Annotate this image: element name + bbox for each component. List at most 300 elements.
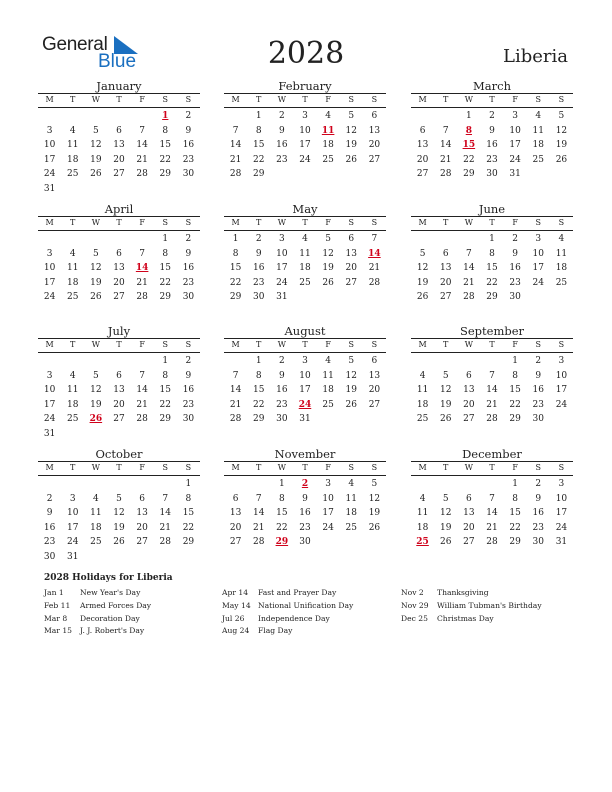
day-cell: 9 xyxy=(46,508,53,518)
weekday-header xyxy=(224,216,386,231)
weekday-label: T xyxy=(256,95,262,104)
holiday-date: May 14 xyxy=(222,600,251,610)
day-cell: 12 xyxy=(439,385,452,395)
holiday-date: Nov 29 xyxy=(401,600,429,610)
day-cell: 17 xyxy=(555,508,568,518)
day-cell: 29 xyxy=(252,414,265,424)
day-cell: 28 xyxy=(486,537,498,547)
day-cell: 19 xyxy=(113,522,125,533)
day-cell: 3 xyxy=(46,248,53,259)
day-cell: 16 xyxy=(532,508,544,518)
holiday-date: Apr 14 xyxy=(222,588,249,597)
day-cell: 10 xyxy=(555,370,568,381)
day-cell: 30 xyxy=(182,292,195,302)
day-cell: 18 xyxy=(299,263,311,273)
month-name: June xyxy=(478,202,506,216)
empty-cell xyxy=(411,477,434,492)
holiday-row xyxy=(401,587,542,600)
holiday-column xyxy=(222,587,353,638)
weekday-header xyxy=(38,93,200,108)
day-cell: 13 xyxy=(136,508,148,518)
day-cell: 30 xyxy=(486,169,498,179)
day-cell: 27 xyxy=(463,414,475,424)
day-cell: 12 xyxy=(555,125,568,136)
weekday-label: S xyxy=(348,340,355,349)
day-cell: 19 xyxy=(90,399,102,410)
weekday-header xyxy=(38,461,200,476)
weekday-label: T xyxy=(302,340,308,349)
day-cell: 22 xyxy=(159,154,171,165)
month-november xyxy=(224,447,386,550)
day-cell: 4 xyxy=(69,248,76,259)
day-cell: 9 xyxy=(255,248,262,259)
day-cell: 22 xyxy=(509,522,521,533)
day-cell: 31 xyxy=(509,169,521,179)
holiday-date: Feb 11 xyxy=(44,600,71,610)
day-cell: 24 xyxy=(509,154,521,165)
day-cell: 18 xyxy=(416,522,429,533)
weekday-label: W xyxy=(277,463,286,472)
day-cell: 14 xyxy=(252,508,265,518)
day-cell: 25 xyxy=(66,169,79,179)
empty-cell xyxy=(131,109,154,124)
day-cell: 31 xyxy=(299,414,311,424)
day-cell: 24 xyxy=(299,154,311,165)
weekday-label: S xyxy=(558,340,565,349)
day-cell: 12 xyxy=(90,140,102,150)
day-cell: 12 xyxy=(90,263,102,273)
day-cell: 9 xyxy=(185,248,192,259)
day-cell: 16 xyxy=(509,263,521,273)
day-cell: 23 xyxy=(276,154,288,165)
day-cell: 27 xyxy=(439,292,452,302)
day-cell: 25 xyxy=(322,399,334,410)
day-cell: 16 xyxy=(182,263,195,273)
day-grid xyxy=(224,477,386,550)
day-cell: 15 xyxy=(159,140,171,150)
day-cell: 26 xyxy=(345,399,357,410)
weekday-label: T xyxy=(116,463,122,472)
day-cell: 11 xyxy=(416,385,429,395)
day-cell: 5 xyxy=(92,248,99,259)
day-cell: 21 xyxy=(136,154,148,165)
empty-cell xyxy=(84,477,107,492)
weekday-header xyxy=(411,93,573,108)
weekday-label: T xyxy=(443,95,449,104)
empty-cell xyxy=(107,232,130,247)
holiday-date: Mar 15 xyxy=(44,626,73,636)
day-cell: 18 xyxy=(322,140,334,150)
day-cell: 3 xyxy=(278,234,285,244)
day-cell: 14 xyxy=(486,508,498,518)
day-cell: 5 xyxy=(325,234,331,244)
day-cell: 16 xyxy=(276,140,288,150)
day-cell: 22 xyxy=(252,399,265,410)
weekday-label: T xyxy=(116,95,122,104)
day-cell: 8 xyxy=(512,370,518,381)
month-name: April xyxy=(104,202,134,216)
day-cell: 21 xyxy=(136,277,148,288)
day-cell: 13 xyxy=(368,370,381,381)
day-cell: 4 xyxy=(69,370,76,381)
day-cell: 26 xyxy=(439,414,452,424)
empty-cell xyxy=(131,477,154,492)
day-cell: 21 xyxy=(136,399,148,410)
holiday-name: Independence Day xyxy=(258,613,330,623)
day-cell: 19 xyxy=(416,277,429,288)
holiday-date: Mar 8 xyxy=(44,613,68,623)
holiday-day-cell: 11 xyxy=(321,125,335,136)
day-cell: 20 xyxy=(113,277,125,288)
weekday-header xyxy=(224,338,386,353)
day-cell: 18 xyxy=(555,263,568,273)
day-cell: 26 xyxy=(416,292,429,302)
day-cell: 26 xyxy=(90,292,102,302)
empty-cell xyxy=(107,477,130,492)
weekday-label: T xyxy=(489,95,495,104)
holiday-row xyxy=(44,613,151,626)
month-name: February xyxy=(278,79,332,93)
day-cell: 29 xyxy=(486,292,498,302)
day-cell: 4 xyxy=(325,356,331,366)
holiday-date: Dec 25 xyxy=(401,613,428,623)
weekday-label: T xyxy=(116,340,122,349)
day-cell: 13 xyxy=(113,385,125,395)
day-cell: 22 xyxy=(159,399,171,410)
empty-cell xyxy=(434,477,457,492)
weekday-label: S xyxy=(371,218,378,227)
weekday-label: T xyxy=(489,218,495,227)
day-cell: 18 xyxy=(90,522,102,533)
weekday-label: M xyxy=(45,340,54,349)
day-cell: 15 xyxy=(252,385,265,395)
day-cell: 16 xyxy=(299,508,311,518)
day-cell: 22 xyxy=(486,277,498,288)
day-cell: 27 xyxy=(229,537,242,547)
day-cell: 15 xyxy=(229,263,242,273)
day-cell: 7 xyxy=(371,234,378,244)
day-cell: 6 xyxy=(419,125,426,136)
day-cell: 21 xyxy=(463,277,475,288)
empty-cell xyxy=(411,232,434,247)
day-cell: 2 xyxy=(46,493,53,504)
day-cell: 8 xyxy=(255,125,262,136)
month-september xyxy=(411,324,573,427)
day-cell: 2 xyxy=(535,356,542,366)
day-cell: 2 xyxy=(512,234,518,244)
weekday-label: W xyxy=(277,340,286,349)
day-cell: 3 xyxy=(325,479,331,489)
empty-cell xyxy=(247,477,270,492)
weekday-label: T xyxy=(70,340,76,349)
day-cell: 26 xyxy=(113,537,125,547)
day-cell: 16 xyxy=(486,140,498,150)
day-cell: 25 xyxy=(66,414,79,424)
day-cell: 21 xyxy=(368,263,381,273)
day-cell: 10 xyxy=(43,385,56,395)
day-cell: 13 xyxy=(463,508,475,518)
day-cell: 12 xyxy=(416,263,429,273)
day-cell: 29 xyxy=(229,292,242,302)
day-cell: 10 xyxy=(532,248,544,259)
day-cell: 26 xyxy=(322,277,334,288)
day-cell: 28 xyxy=(136,414,148,424)
empty-cell xyxy=(434,232,457,247)
empty-cell xyxy=(480,477,503,492)
day-cell: 17 xyxy=(322,508,334,518)
weekday-label: M xyxy=(45,218,54,227)
day-cell: 13 xyxy=(463,385,475,395)
empty-cell xyxy=(434,109,457,124)
weekday-label: W xyxy=(277,95,286,104)
day-cell: 24 xyxy=(322,522,334,533)
day-cell: 28 xyxy=(368,277,381,288)
day-cell: 27 xyxy=(463,537,475,547)
day-cell: 10 xyxy=(509,125,521,136)
empty-cell xyxy=(61,109,84,124)
month-march xyxy=(411,79,573,182)
weekday-label: M xyxy=(231,218,240,227)
day-cell: 24 xyxy=(43,292,56,302)
weekday-label: S xyxy=(371,463,378,472)
day-cell: 13 xyxy=(439,263,452,273)
day-cell: 28 xyxy=(229,414,242,424)
day-cell: 29 xyxy=(159,169,171,179)
day-cell: 25 xyxy=(90,537,102,547)
day-cell: 17 xyxy=(532,263,544,273)
day-cell: 30 xyxy=(532,537,544,547)
month-october xyxy=(38,447,200,564)
day-cell: 20 xyxy=(136,522,148,533)
day-cell: 17 xyxy=(66,522,79,533)
day-cell: 6 xyxy=(139,493,145,504)
holidays-title: 2028 Holidays for Liberia xyxy=(44,573,173,583)
day-cell: 7 xyxy=(162,493,169,504)
day-cell: 7 xyxy=(139,248,145,259)
day-grid xyxy=(411,354,573,427)
holiday-day-cell: 2 xyxy=(301,479,309,489)
day-cell: 5 xyxy=(558,111,565,121)
day-cell: 6 xyxy=(465,493,472,504)
day-cell: 6 xyxy=(371,356,378,366)
empty-cell xyxy=(38,109,61,124)
day-cell: 18 xyxy=(416,399,429,410)
day-cell: 29 xyxy=(509,537,521,547)
day-cell: 14 xyxy=(229,385,242,395)
day-cell: 3 xyxy=(302,356,308,366)
day-cell: 10 xyxy=(299,370,311,381)
day-cell: 19 xyxy=(439,399,452,410)
day-cell: 28 xyxy=(229,169,242,179)
logo-text-general: General xyxy=(42,34,108,55)
holiday-name: Christmas Day xyxy=(437,613,494,623)
day-cell: 9 xyxy=(302,493,308,504)
day-cell: 7 xyxy=(442,125,449,136)
day-cell: 2 xyxy=(185,356,192,366)
empty-cell xyxy=(61,477,84,492)
day-cell: 30 xyxy=(43,551,56,562)
empty-cell xyxy=(434,354,457,369)
day-cell: 23 xyxy=(299,522,311,533)
weekday-label: W xyxy=(91,218,100,227)
holiday-day-cell: 29 xyxy=(275,537,289,547)
weekday-label: W xyxy=(464,95,473,104)
day-cell: 30 xyxy=(182,169,195,179)
day-cell: 28 xyxy=(252,537,265,547)
day-cell: 19 xyxy=(322,263,334,273)
weekday-label: F xyxy=(512,340,518,349)
day-cell: 23 xyxy=(252,277,265,288)
day-cell: 6 xyxy=(232,493,239,504)
weekday-label: M xyxy=(45,463,54,472)
day-cell: 12 xyxy=(90,385,102,395)
weekday-header xyxy=(38,216,200,231)
day-cell: 26 xyxy=(90,169,102,179)
day-cell: 16 xyxy=(276,385,288,395)
holiday-column xyxy=(44,587,151,638)
weekday-label: F xyxy=(512,218,518,227)
day-cell: 17 xyxy=(299,140,311,150)
weekday-label: S xyxy=(371,340,378,349)
weekday-header xyxy=(411,338,573,353)
day-cell: 17 xyxy=(509,140,521,150)
empty-cell xyxy=(38,477,61,492)
day-cell: 5 xyxy=(92,125,99,136)
day-cell: 31 xyxy=(276,292,288,302)
day-cell: 13 xyxy=(416,140,429,150)
holiday-day-cell: 1 xyxy=(162,111,169,121)
day-cell: 23 xyxy=(182,399,195,410)
weekday-label: S xyxy=(185,463,192,472)
holiday-row xyxy=(222,600,353,613)
day-cell: 20 xyxy=(368,385,381,395)
weekday-label: F xyxy=(325,218,331,227)
empty-cell xyxy=(84,354,107,369)
day-cell: 11 xyxy=(555,248,568,259)
holiday-day-cell: 8 xyxy=(465,125,472,136)
weekday-label: S xyxy=(162,95,169,104)
day-cell: 20 xyxy=(463,522,475,533)
day-cell: 7 xyxy=(465,248,472,259)
day-cell: 24 xyxy=(66,537,79,547)
weekday-label: T xyxy=(443,463,449,472)
weekday-label: S xyxy=(558,95,565,104)
day-cell: 27 xyxy=(345,277,357,288)
day-cell: 13 xyxy=(113,140,125,150)
holiday-name: National Unification Day xyxy=(258,600,354,610)
day-cell: 7 xyxy=(232,370,239,381)
day-cell: 7 xyxy=(232,125,239,136)
day-cell: 29 xyxy=(182,537,195,547)
day-cell: 12 xyxy=(322,248,334,259)
day-cell: 16 xyxy=(252,263,265,273)
holiday-name: Fast and Prayer Day xyxy=(258,588,337,597)
month-name: September xyxy=(459,324,525,338)
day-cell: 24 xyxy=(276,277,288,288)
day-cell: 15 xyxy=(159,263,171,273)
holiday-row xyxy=(44,625,151,638)
day-cell: 14 xyxy=(229,140,242,150)
day-cell: 5 xyxy=(348,111,355,121)
empty-cell xyxy=(84,109,107,124)
holiday-name: J. J. Robert's Day xyxy=(80,626,145,636)
day-cell: 24 xyxy=(43,169,56,179)
day-cell: 29 xyxy=(463,169,475,179)
day-cell: 28 xyxy=(486,414,498,424)
day-cell: 26 xyxy=(555,154,568,165)
day-cell: 5 xyxy=(371,479,378,489)
weekday-label: S xyxy=(185,95,192,104)
weekday-label: M xyxy=(231,463,240,472)
day-cell: 15 xyxy=(159,385,171,395)
weekday-label: T xyxy=(443,218,449,227)
weekday-label: T xyxy=(256,218,262,227)
day-cell: 2 xyxy=(185,234,192,244)
day-cell: 5 xyxy=(442,493,449,504)
day-cell: 21 xyxy=(229,399,242,410)
weekday-label: S xyxy=(348,95,355,104)
day-cell: 27 xyxy=(113,292,125,302)
day-cell: 25 xyxy=(416,414,429,424)
day-cell: 4 xyxy=(69,125,76,136)
month-name: November xyxy=(274,447,336,461)
day-cell: 3 xyxy=(558,479,565,489)
day-cell: 9 xyxy=(278,370,285,381)
day-cell: 23 xyxy=(532,399,544,410)
day-cell: 3 xyxy=(46,370,53,381)
day-cell: 2 xyxy=(255,234,262,244)
day-cell: 16 xyxy=(182,140,195,150)
day-cell: 30 xyxy=(182,414,195,424)
day-grid xyxy=(224,354,386,427)
day-cell: 12 xyxy=(113,508,125,518)
holiday-name: Decoration Day xyxy=(80,613,140,623)
day-cell: 19 xyxy=(90,277,102,288)
day-cell: 14 xyxy=(136,385,148,395)
day-cell: 5 xyxy=(116,493,122,504)
weekday-label: T xyxy=(256,463,262,472)
day-cell: 22 xyxy=(463,154,475,165)
holiday-name: New Year's Day xyxy=(80,588,141,597)
weekday-label: M xyxy=(231,340,240,349)
day-cell: 16 xyxy=(182,385,195,395)
day-cell: 8 xyxy=(162,125,169,136)
day-cell: 7 xyxy=(139,370,145,381)
day-cell: 22 xyxy=(159,277,171,288)
weekday-label: S xyxy=(535,340,542,349)
day-cell: 6 xyxy=(116,248,122,259)
day-cell: 23 xyxy=(182,277,195,288)
weekday-label: T xyxy=(70,95,76,104)
day-cell: 29 xyxy=(509,414,521,424)
weekday-label: M xyxy=(45,95,54,104)
day-cell: 4 xyxy=(558,234,565,244)
day-cell: 3 xyxy=(302,111,308,121)
empty-cell xyxy=(480,354,503,369)
weekday-label: T xyxy=(256,340,262,349)
day-cell: 21 xyxy=(486,522,498,533)
day-cell: 1 xyxy=(512,479,518,489)
day-cell: 16 xyxy=(532,385,544,395)
empty-cell xyxy=(107,354,130,369)
day-cell: 30 xyxy=(252,292,265,302)
weekday-label: W xyxy=(91,95,100,104)
month-name: December xyxy=(462,447,522,461)
day-cell: 26 xyxy=(439,537,452,547)
empty-cell xyxy=(457,477,480,492)
holiday-row xyxy=(401,600,542,613)
day-cell: 1 xyxy=(232,234,239,244)
